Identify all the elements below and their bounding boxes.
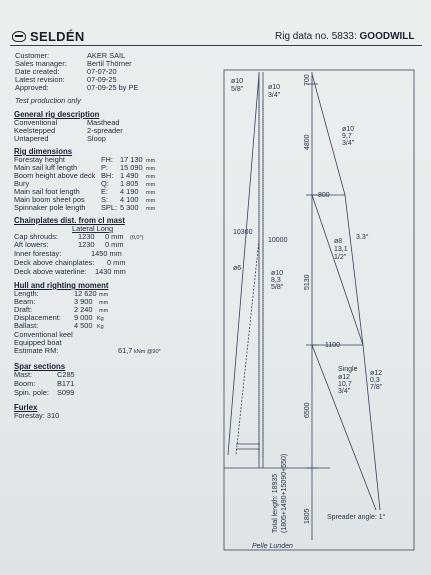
forestay-dia: ø10: [231, 78, 244, 85]
r12-inch: 7/8": [370, 384, 383, 391]
total-length-label: Total length: 18935: [272, 473, 279, 533]
forestay-inch: 5/8": [231, 86, 244, 93]
topmast-dia: ø10: [268, 84, 281, 91]
test-production-note: Test production only: [15, 96, 81, 105]
dim-10300-label: 10300: [233, 229, 253, 236]
low-mm: 10,7: [338, 381, 352, 388]
rig-data-sheet: SELDÉN Rig data no. 5833: GOODWILL Customer: AKER SAIL Sales manager: Bertil Thörner Date created: 07-07-20 Latest revision: 07-09-25 Approved: 07-09-25 by PE Test production only General rig description Conventional Masthead Keelstepped 2-spreader Untapered Sloop Rig dimensions Forestay height FH: 17 130 mm Main sail luff length P: 15 090 mm Boom height above deck BH: 1 490 mm Bury Q: 1 805 mm Main sail foot length E: 4 190 mm Main boom sheet pos S: 4 100 mm Spinnaker pole length SPL: 5 300 mm Chainplates dist. from cl mast Lateral Long Cap shrouds: 1230 0 mm (0,0°) Aft lowers: 1230 0 mm Inner forestay: 1450 mm Deck above chainplates: 0 mm Deck above waterline: 1430 mm Hull and righting moment Length: 12 620 mm Beam: 3 900 mm Draft: 2 240 mm Displacement: 9 000 Kg Ballast: 4 500 Kg Conventional keel Equipped boat Estimate RM: 61,7 kNm @90° Spar sections Mast: C285 Boom: B171 Spin. pole: S099 Furlex Forestay: 310 ø10 5/8" ø10 3/4" ø10 9,7 3/4" 800 ø8 13,1 1/2" 3.3° 10300 10000 ø6 ø10 8,3 5/8" 1100 Single ø12 10,7 3/4" ø12 0,3 7/8" Spreader angle: 1° Pelle Lunden 700 4800 5130 6500 1805 Total length: 18935 (1805+1490+15090+550): [0, 0, 431, 575]
chainplates-title: Chainplates dist. from cl mast: [14, 216, 125, 225]
spreader-angle-label: Spreader angle: 1°: [327, 514, 386, 521]
low-dia: ø12: [338, 374, 351, 381]
dim-4800-label: 4800: [304, 134, 311, 150]
boat-name: GOODWILL: [359, 31, 415, 42]
inner2-dia: ø10: [271, 270, 284, 277]
cap-shroud-inch: 3/4": [342, 140, 355, 147]
r12-mm: 0,3: [370, 377, 380, 384]
dimensions-title: Rig dimensions: [14, 147, 73, 156]
single-label: Single: [338, 366, 358, 373]
spars-title: Spar sections: [14, 362, 66, 371]
furlex-title: Furlex: [14, 403, 38, 412]
d2-inch: 1/2": [334, 254, 347, 261]
general-title: General rig description: [14, 110, 100, 119]
r12-dia: ø12: [370, 370, 383, 377]
drawn-by: Pelle Lunden: [252, 543, 293, 550]
cap-shroud-mm: 9,7: [342, 133, 352, 140]
spreader-800-label: 800: [318, 192, 330, 199]
angle-label: 3.3°: [356, 234, 369, 241]
dim-6500-label: 6500: [304, 402, 311, 418]
dim-10000-label: 10000: [268, 237, 288, 244]
spreader-1100-label: 1100: [325, 342, 341, 349]
dim-1805-label: 1805: [304, 508, 311, 524]
d2-dia: ø8: [334, 238, 343, 245]
low-inch: 3/4": [338, 388, 351, 395]
d2-mm: 13,1: [334, 246, 348, 253]
inner2-mm: 8,3: [271, 277, 281, 284]
intermediate-shroud-line: [312, 195, 363, 345]
total-formula-label: (1805+1490+15090+550): [281, 453, 288, 533]
dim-700-label: 700: [304, 74, 311, 86]
hull-title: Hull and righting moment: [14, 281, 109, 290]
dim-5130-label: 5130: [304, 274, 311, 290]
inner-forestay-dia: ø6: [233, 265, 242, 272]
topmast-inch: 3/4": [268, 92, 281, 99]
cap-shroud-dia: ø10: [342, 126, 355, 133]
inner2-inch: 5/8": [271, 284, 284, 291]
brand-name: SELDÉN: [30, 29, 85, 44]
drawing-frame: [224, 70, 414, 550]
rig-data-title: Rig data no. 5833: GOODWILL: [275, 31, 415, 42]
